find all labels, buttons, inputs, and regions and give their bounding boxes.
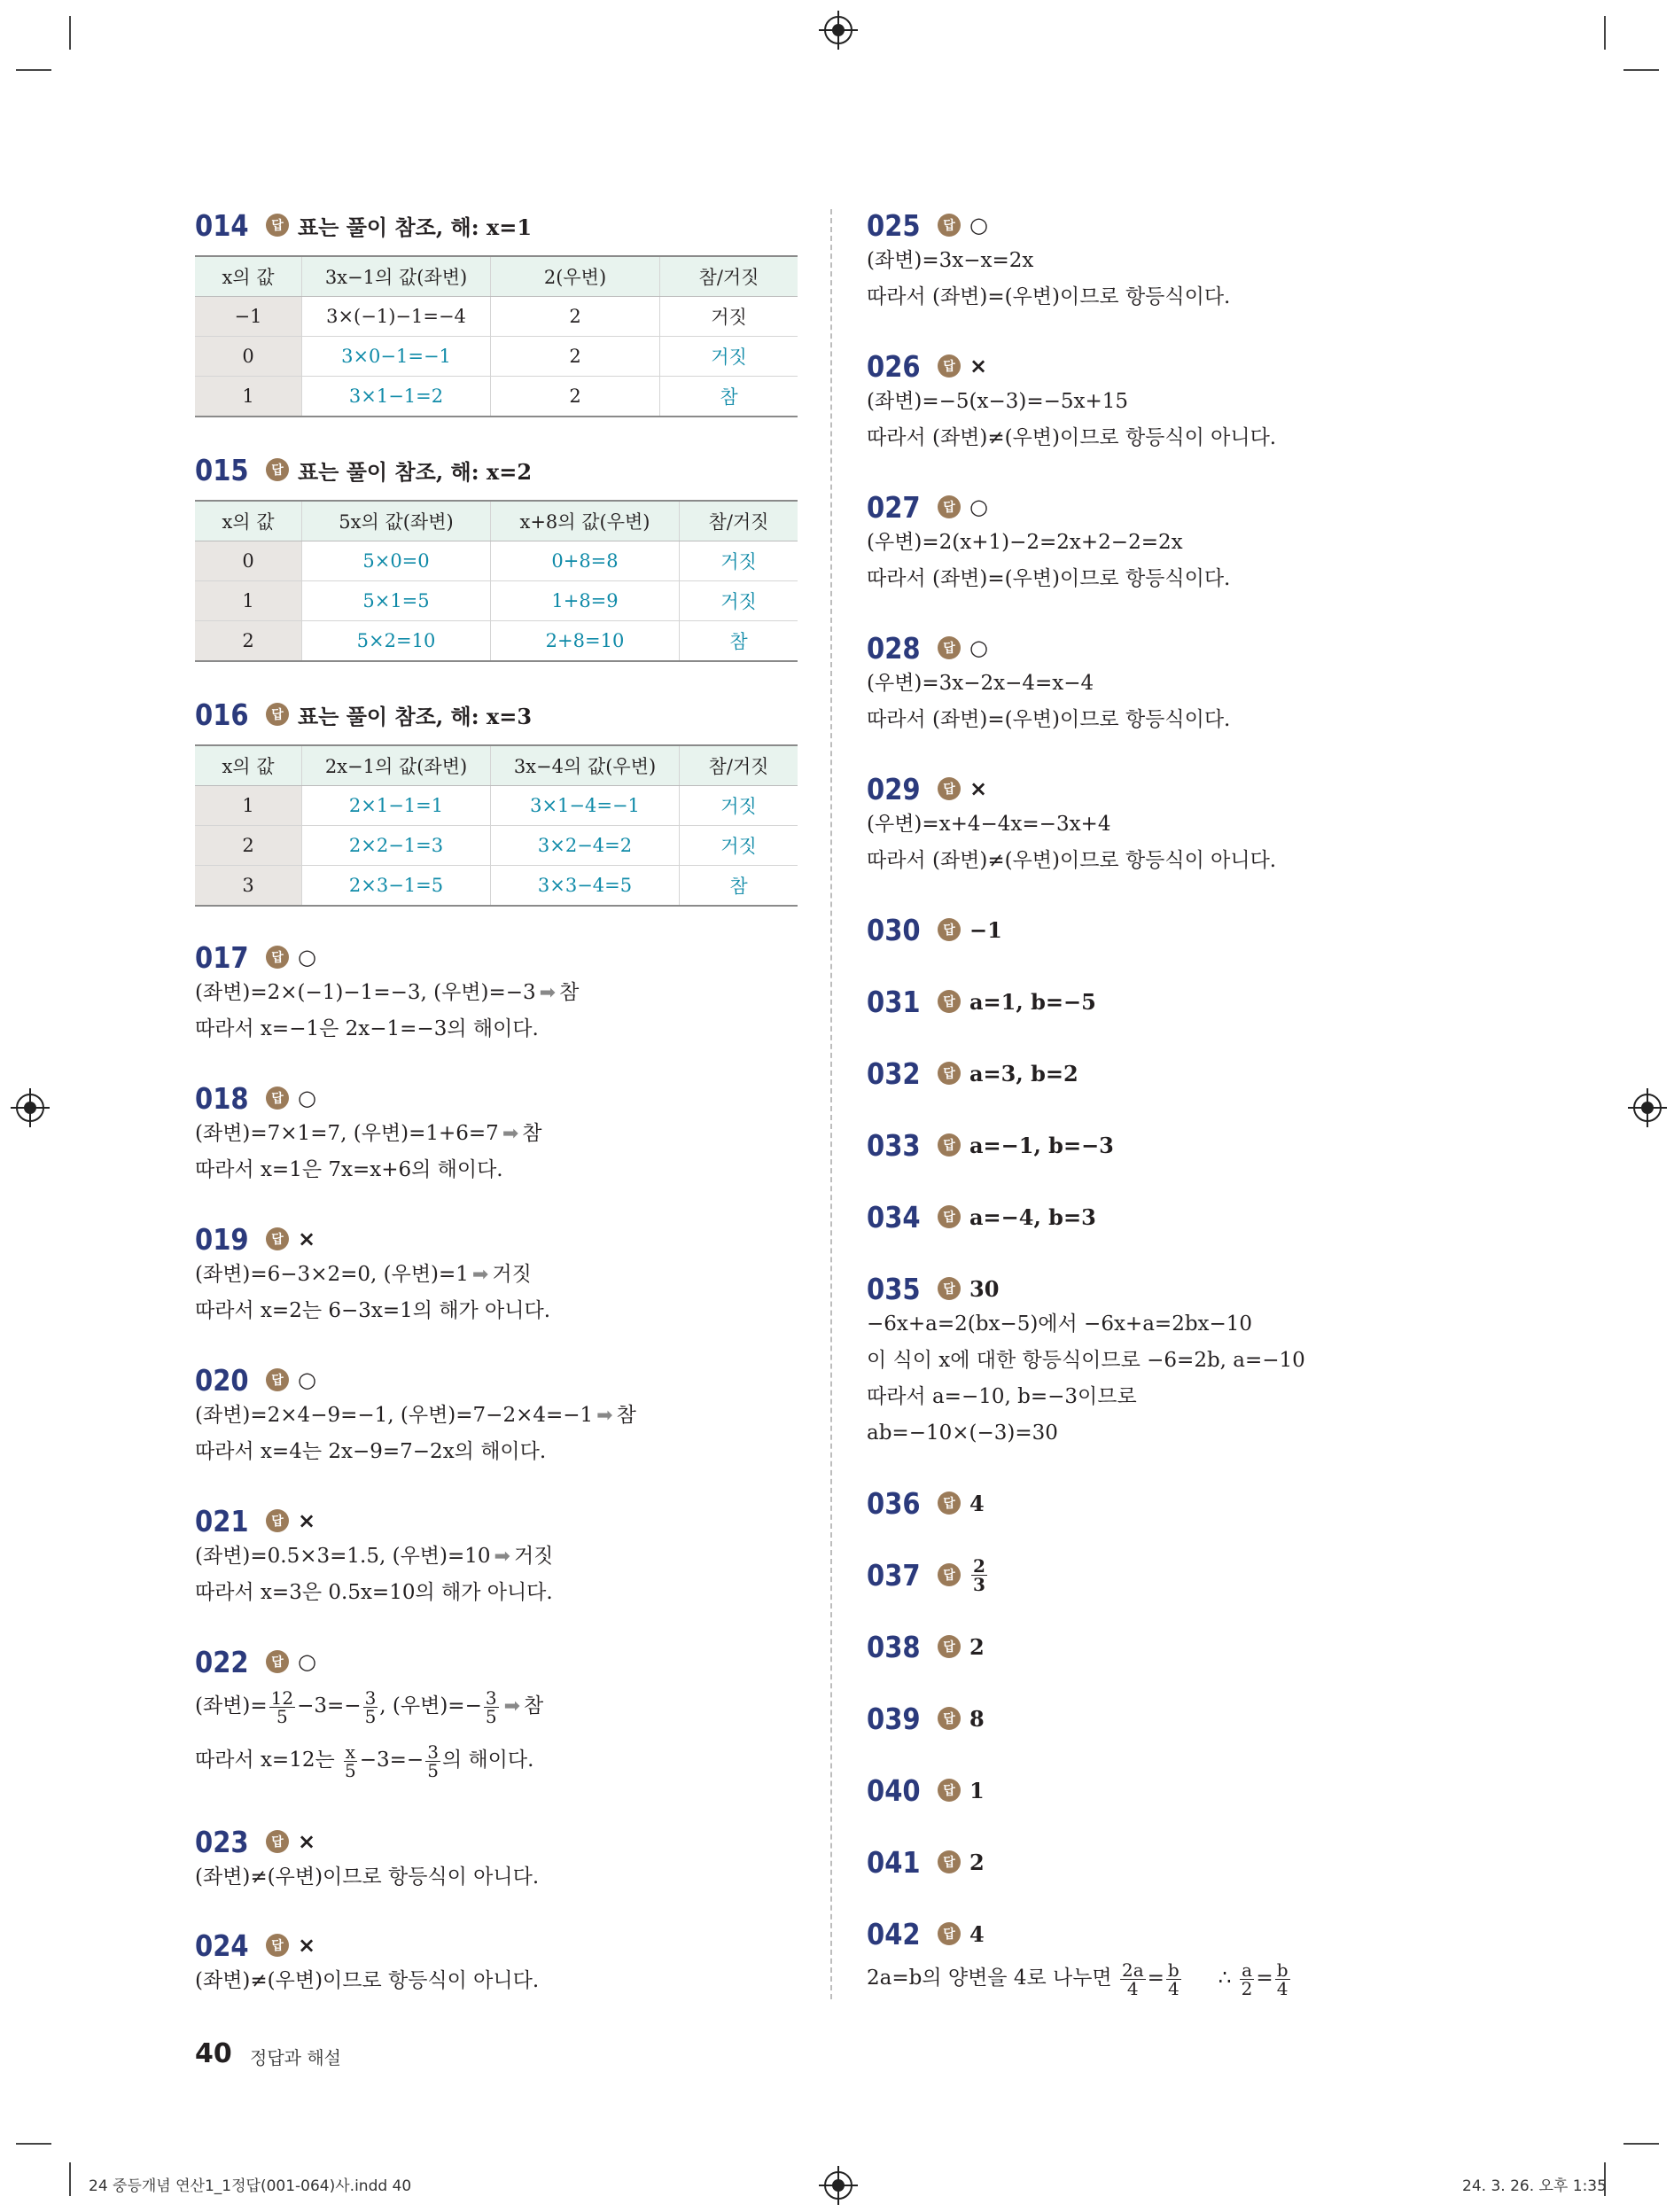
problem-032 bbox=[867, 1055, 1078, 1091]
answer-badge-icon: 답 bbox=[938, 1922, 961, 1945]
answer-badge-icon: 답 bbox=[938, 1635, 961, 1658]
answer-fraction bbox=[971, 1554, 987, 1595]
arrow-right-icon: ➡ bbox=[596, 1405, 613, 1427]
solution-line: (좌변)=−5(x−3)=−5x+15 bbox=[867, 390, 1129, 413]
solution-text: 의 해이다. bbox=[441, 1749, 534, 1772]
answer-badge-icon: 답 bbox=[938, 918, 961, 941]
table-header: 3x−1의 값(좌변) bbox=[302, 256, 491, 297]
solution-line: (우변)=x+4−4x=−3x+4 bbox=[867, 813, 1111, 836]
answer: 4 bbox=[969, 1490, 985, 1516]
problem-number: 039 bbox=[867, 1701, 921, 1736]
numerator: b bbox=[1276, 1959, 1289, 1981]
problem-030 bbox=[867, 912, 1002, 947]
denominator: 4 bbox=[1276, 1977, 1289, 1999]
solution-line bbox=[195, 1733, 543, 1787]
solution-line: (좌변)=3x−x=2x bbox=[867, 249, 1034, 272]
answer: × bbox=[298, 1508, 316, 1533]
problem-036 bbox=[867, 1485, 985, 1521]
table-cell: 3×3−4=5 bbox=[491, 866, 680, 907]
problem-number: 028 bbox=[867, 630, 921, 666]
problem-number: 042 bbox=[867, 1916, 921, 1951]
numerator: 12 bbox=[270, 1686, 294, 1709]
table-cell: 3×1−4=−1 bbox=[491, 786, 680, 826]
problem-number: 015 bbox=[195, 452, 249, 487]
problem-number: 033 bbox=[867, 1127, 921, 1163]
denominator: 3 bbox=[973, 1573, 985, 1595]
answer: 표는 풀이 참조, 해: x=2 bbox=[298, 458, 533, 485]
table-cell: 2×2−1=3 bbox=[302, 826, 491, 866]
numerator: 2a bbox=[1121, 1959, 1144, 1981]
answer-badge-icon: 답 bbox=[938, 1563, 961, 1586]
problem-number: 034 bbox=[867, 1199, 921, 1235]
problem-number: 017 bbox=[195, 939, 249, 975]
crop-mark bbox=[69, 2162, 71, 2196]
problem-033 bbox=[867, 1127, 1114, 1163]
answer: ○ bbox=[298, 1086, 316, 1110]
problem-number: 026 bbox=[867, 348, 921, 384]
problem-021 bbox=[195, 1503, 553, 1611]
table-cell: 거짓 bbox=[660, 297, 798, 337]
fraction bbox=[269, 1686, 295, 1727]
solution-line: 이 식이 x에 대한 항등식이므로 −6=2b, a=−10 bbox=[867, 1349, 1305, 1372]
solution-result: 참 bbox=[559, 981, 580, 1004]
answer-badge-icon: 답 bbox=[266, 1650, 289, 1673]
solution-line: −6x+a=2(bx−5)에서 −6x+a=2bx−10 bbox=[867, 1312, 1253, 1336]
denominator: 5 bbox=[345, 1759, 356, 1781]
problem-number: 016 bbox=[195, 697, 249, 732]
table-cell: 2 bbox=[491, 337, 660, 377]
answer-badge-icon: 답 bbox=[266, 458, 289, 481]
problem-019 bbox=[195, 1221, 550, 1329]
table-cell: 0 bbox=[195, 541, 302, 581]
solution-line bbox=[195, 1538, 553, 1575]
answer-badge-icon: 답 bbox=[938, 495, 961, 518]
problem-039 bbox=[867, 1701, 985, 1736]
answer: ○ bbox=[298, 1649, 316, 1674]
table-row bbox=[195, 866, 798, 907]
problem-034 bbox=[867, 1199, 1096, 1235]
solution-line bbox=[195, 1116, 541, 1152]
value-table bbox=[195, 500, 798, 662]
answer: ○ bbox=[969, 635, 988, 660]
answer: × bbox=[969, 354, 988, 378]
table-cell: 2 bbox=[491, 297, 660, 337]
answer-badge-icon: 답 bbox=[266, 1934, 289, 1957]
answer-badge-icon: 답 bbox=[938, 1779, 961, 1802]
problem-028 bbox=[867, 630, 1230, 738]
solution-line bbox=[195, 975, 579, 1011]
table-cell: 2×3−1=5 bbox=[302, 866, 491, 907]
problem-026 bbox=[867, 348, 1276, 456]
table-cell: 3×2−4=2 bbox=[491, 826, 680, 866]
numerator: 3 bbox=[427, 1741, 439, 1763]
table-header: 참/거짓 bbox=[680, 745, 798, 786]
problem-037 bbox=[867, 1554, 989, 1595]
table-header: x+8의 값(우변) bbox=[491, 501, 680, 541]
answer: ○ bbox=[298, 1367, 316, 1392]
value-table bbox=[195, 255, 798, 417]
crop-mark bbox=[16, 2143, 51, 2145]
table-cell: 2×1−1=1 bbox=[302, 786, 491, 826]
column-divider bbox=[830, 209, 832, 1999]
table-header: 참/거짓 bbox=[680, 501, 798, 541]
problem-number: 027 bbox=[867, 489, 921, 525]
problem-number: 024 bbox=[195, 1928, 249, 1963]
therefore-symbol: ∴ bbox=[1218, 1967, 1238, 1990]
answer-badge-icon: 답 bbox=[266, 946, 289, 969]
solution-result: 참 bbox=[616, 1404, 636, 1427]
arrow-right-icon: ➡ bbox=[494, 1546, 510, 1568]
table-row bbox=[195, 786, 798, 826]
answer: 4 bbox=[969, 1920, 985, 1947]
answer: 표는 풀이 참조, 해: x=1 bbox=[298, 214, 533, 240]
solution-line: (좌변)≠(우변)이므로 항등식이 아니다. bbox=[195, 1969, 540, 1992]
problem-number: 031 bbox=[867, 984, 921, 1019]
table-cell: 0+8=8 bbox=[491, 541, 680, 581]
answer-badge-icon: 답 bbox=[266, 1509, 289, 1532]
problem-number: 035 bbox=[867, 1271, 921, 1306]
table-cell: 참 bbox=[660, 377, 798, 417]
crop-mark bbox=[1623, 2143, 1659, 2145]
answer: × bbox=[969, 776, 988, 801]
solution-result: 거짓 bbox=[492, 1263, 532, 1286]
answer: ○ bbox=[969, 213, 988, 238]
answer: × bbox=[298, 1829, 316, 1854]
date-slug: 24. 3. 26. 오후 1:35 bbox=[1462, 2177, 1607, 2195]
problem-018 bbox=[195, 1080, 541, 1188]
solution-text: (좌변)=2×(−1)−1=−3, (우변)=−3 bbox=[195, 981, 536, 1004]
denominator: 4 bbox=[1167, 1977, 1180, 1999]
numerator: 2 bbox=[973, 1554, 985, 1577]
problem-040 bbox=[867, 1772, 985, 1808]
solution-text: (좌변)=7×1=7, (우변)=1+6=7 bbox=[195, 1122, 499, 1145]
solution-text: (좌변)=2×4−9=−1, (우변)=7−2×4=−1 bbox=[195, 1404, 594, 1427]
answer: × bbox=[298, 1933, 316, 1958]
table-cell: 3×(−1)−1=−4 bbox=[302, 297, 491, 337]
solution-line: 따라서 (좌변)≠(우변)이므로 항등식이 아니다. bbox=[867, 426, 1277, 449]
solution-line: 따라서 a=−10, b=−3이므로 bbox=[867, 1385, 1137, 1408]
solution-line: (우변)=2(x+1)−2=2x+2−2=2x bbox=[867, 531, 1183, 554]
answer-badge-icon: 답 bbox=[266, 1087, 289, 1110]
table-header: 3x−4의 값(우변) bbox=[491, 745, 680, 786]
solution-line: 따라서 x=4는 2x−9=7−2x의 해이다. bbox=[195, 1440, 547, 1463]
table-header: x의 값 bbox=[195, 745, 302, 786]
answer-badge-icon: 답 bbox=[266, 1368, 289, 1391]
denominator: 5 bbox=[364, 1705, 377, 1727]
registration-mark-icon bbox=[824, 2171, 853, 2200]
problem-number: 030 bbox=[867, 912, 921, 947]
solution-result: 거짓 bbox=[513, 1545, 554, 1568]
problem-016 bbox=[195, 697, 798, 907]
table-cell: 거짓 bbox=[680, 826, 798, 866]
solution-line bbox=[867, 1951, 1292, 2005]
numerator: a bbox=[1242, 1959, 1252, 1981]
crop-mark bbox=[16, 69, 51, 71]
value-table bbox=[195, 744, 798, 907]
problem-number: 018 bbox=[195, 1080, 249, 1116]
table-cell: 거짓 bbox=[680, 786, 798, 826]
solution-text: (좌변)=6−3×2=0, (우변)=1 bbox=[195, 1263, 469, 1286]
denominator: 5 bbox=[485, 1705, 497, 1727]
problem-020 bbox=[195, 1362, 636, 1470]
denominator: 2 bbox=[1241, 1977, 1253, 1999]
problem-number: 032 bbox=[867, 1055, 921, 1091]
problem-number: 036 bbox=[867, 1485, 921, 1521]
fraction bbox=[425, 1743, 440, 1780]
solution-text: = bbox=[1147, 1967, 1164, 1990]
solution-line: ab=−10×(−3)=30 bbox=[867, 1421, 1058, 1445]
table-cell: 2+8=10 bbox=[491, 621, 680, 662]
solution-text: 2a=b의 양변을 4로 나누면 bbox=[867, 1967, 1118, 1990]
registration-mark-icon bbox=[1633, 1094, 1662, 1122]
answer-badge-icon: 답 bbox=[938, 777, 961, 800]
page-number: 40 bbox=[195, 2038, 232, 2069]
answer-badge-icon: 답 bbox=[266, 1830, 289, 1853]
problem-number: 023 bbox=[195, 1824, 249, 1859]
solution-result: 참 bbox=[522, 1122, 542, 1145]
table-cell: 1 bbox=[195, 377, 302, 417]
numerator: 3 bbox=[364, 1686, 377, 1709]
problem-035 bbox=[867, 1271, 1305, 1452]
solution-line: 따라서 x=2는 6−3x=1의 해가 아니다. bbox=[195, 1299, 551, 1322]
table-cell: 2 bbox=[195, 826, 302, 866]
numerator: 3 bbox=[485, 1686, 497, 1709]
problem-number: 038 bbox=[867, 1629, 921, 1664]
fraction bbox=[1240, 1961, 1255, 1998]
table-cell: 5×0=0 bbox=[302, 541, 491, 581]
solution-text: −3=− bbox=[297, 1694, 362, 1717]
answer: a=1, b=−5 bbox=[969, 988, 1096, 1015]
table-cell: 거짓 bbox=[680, 581, 798, 621]
answer: a=3, b=2 bbox=[969, 1060, 1078, 1087]
solution-line: 따라서 (좌변)=(우변)이므로 항등식이다. bbox=[867, 567, 1231, 590]
fraction bbox=[1275, 1961, 1290, 1998]
answer-badge-icon: 답 bbox=[938, 1707, 961, 1730]
answer-badge-icon: 답 bbox=[938, 214, 961, 237]
problem-022 bbox=[195, 1644, 543, 1787]
table-row bbox=[195, 581, 798, 621]
numerator: x bbox=[345, 1741, 356, 1763]
table-cell: 3×0−1=−1 bbox=[302, 337, 491, 377]
problem-number: 040 bbox=[867, 1772, 921, 1808]
answer-badge-icon: 답 bbox=[938, 1205, 961, 1228]
table-cell: 0 bbox=[195, 337, 302, 377]
table-cell: 2 bbox=[195, 621, 302, 662]
problem-014 bbox=[195, 207, 798, 417]
arrow-right-icon: ➡ bbox=[502, 1123, 519, 1145]
problem-024 bbox=[195, 1928, 539, 1999]
problem-number: 014 bbox=[195, 207, 249, 243]
denominator: 5 bbox=[427, 1759, 439, 1781]
fraction bbox=[484, 1686, 499, 1727]
table-header: 5x의 값(좌변) bbox=[302, 501, 491, 541]
problem-number: 019 bbox=[195, 1221, 249, 1257]
solution-line bbox=[195, 1257, 550, 1293]
denominator: 5 bbox=[276, 1705, 288, 1727]
solution-text: −3=− bbox=[359, 1749, 424, 1772]
table-cell: 5×2=10 bbox=[302, 621, 491, 662]
problem-025 bbox=[867, 207, 1230, 315]
table-cell: 참 bbox=[680, 866, 798, 907]
arrow-right-icon: ➡ bbox=[539, 982, 557, 1004]
numerator: b bbox=[1167, 1959, 1180, 1981]
crop-mark bbox=[1623, 69, 1659, 71]
table-row bbox=[195, 541, 798, 581]
crop-mark bbox=[69, 16, 71, 50]
registration-mark-icon bbox=[16, 1094, 44, 1122]
solution-line: (우변)=3x−2x−4=x−4 bbox=[867, 672, 1094, 695]
answer: 표는 풀이 참조, 해: x=3 bbox=[298, 703, 533, 729]
arrow-right-icon: ➡ bbox=[503, 1695, 521, 1717]
problem-number: 022 bbox=[195, 1644, 249, 1679]
solution-text: (좌변)= bbox=[195, 1694, 268, 1717]
solution-line: 따라서 (좌변)=(우변)이므로 항등식이다. bbox=[867, 708, 1231, 731]
solution-line bbox=[195, 1398, 636, 1434]
table-row bbox=[195, 826, 798, 866]
solution-result: 참 bbox=[524, 1694, 544, 1717]
table-cell: 1+8=9 bbox=[491, 581, 680, 621]
table-cell: 참 bbox=[680, 621, 798, 662]
answer-badge-icon: 답 bbox=[938, 990, 961, 1013]
answer-badge-icon: 답 bbox=[266, 703, 289, 726]
answer: ○ bbox=[969, 495, 988, 519]
solution-line: 따라서 x=3은 0.5x=10의 해가 아니다. bbox=[195, 1581, 553, 1604]
problem-031 bbox=[867, 984, 1096, 1019]
fraction bbox=[1166, 1961, 1181, 1998]
table-cell: 3 bbox=[195, 866, 302, 907]
table-cell: 거짓 bbox=[680, 541, 798, 581]
answer-badge-icon: 답 bbox=[938, 1492, 961, 1515]
crop-mark bbox=[1604, 16, 1606, 50]
answer-badge-icon: 답 bbox=[938, 636, 961, 659]
problem-029 bbox=[867, 771, 1276, 879]
answer-badge-icon: 답 bbox=[938, 1277, 961, 1300]
denominator: 4 bbox=[1126, 1977, 1139, 1999]
section-title: 정답과 해설 bbox=[250, 2047, 341, 2068]
answer: × bbox=[298, 1227, 316, 1251]
answer: ○ bbox=[298, 945, 316, 970]
answer: a=−1, b=−3 bbox=[969, 1132, 1114, 1158]
answer: 2 bbox=[969, 1633, 985, 1660]
table-header: x의 값 bbox=[195, 256, 302, 297]
table-header: x의 값 bbox=[195, 501, 302, 541]
answer: 2 bbox=[969, 1849, 985, 1875]
solution-text: , (우변)=− bbox=[379, 1694, 482, 1717]
problem-number: 041 bbox=[867, 1844, 921, 1880]
fraction bbox=[343, 1743, 358, 1780]
answer-badge-icon: 답 bbox=[938, 1133, 961, 1157]
answer-badge-icon: 답 bbox=[938, 354, 961, 378]
answer: a=−4, b=3 bbox=[969, 1203, 1096, 1230]
solution-text: = bbox=[1256, 1967, 1273, 1990]
solution-text: (좌변)=0.5×3=1.5, (우변)=10 bbox=[195, 1545, 491, 1568]
table-cell: 1 bbox=[195, 786, 302, 826]
problem-015 bbox=[195, 452, 798, 662]
problem-number: 021 bbox=[195, 1503, 249, 1538]
fraction bbox=[1120, 1961, 1146, 1998]
arrow-right-icon: ➡ bbox=[471, 1264, 489, 1286]
answer-badge-icon: 답 bbox=[266, 1227, 289, 1250]
problem-number: 029 bbox=[867, 771, 921, 806]
table-row bbox=[195, 377, 798, 417]
answer-badge-icon: 답 bbox=[938, 1850, 961, 1873]
table-row bbox=[195, 297, 798, 337]
table-cell: 2 bbox=[491, 377, 660, 417]
table-cell: 1 bbox=[195, 581, 302, 621]
table-cell: −1 bbox=[195, 297, 302, 337]
answer: 1 bbox=[969, 1777, 985, 1803]
answer: 8 bbox=[969, 1705, 985, 1732]
fraction bbox=[363, 1686, 378, 1727]
solution-line: 따라서 x=1은 7x=x+6의 해이다. bbox=[195, 1158, 503, 1181]
table-cell: 거짓 bbox=[660, 337, 798, 377]
answer-badge-icon: 답 bbox=[266, 214, 289, 237]
answer-badge-icon: 답 bbox=[938, 1062, 961, 1085]
solution-line: 따라서 (좌변)≠(우변)이므로 항등식이 아니다. bbox=[867, 849, 1277, 872]
problem-017 bbox=[195, 939, 579, 1048]
answer: 30 bbox=[969, 1275, 1000, 1302]
answer: −1 bbox=[969, 916, 1002, 943]
solution-line: (좌변)≠(우변)이므로 항등식이 아니다. bbox=[195, 1865, 540, 1889]
solution-line: 따라서 x=−1은 2x−1=−3의 해이다. bbox=[195, 1017, 539, 1040]
table-row bbox=[195, 621, 798, 662]
problem-041 bbox=[867, 1844, 985, 1880]
table-row bbox=[195, 337, 798, 377]
problem-042 bbox=[867, 1916, 1292, 2005]
problem-023 bbox=[195, 1824, 539, 1896]
solution-line: 따라서 (좌변)=(우변)이므로 항등식이다. bbox=[867, 285, 1231, 308]
table-cell: 3×1−1=2 bbox=[302, 377, 491, 417]
solution-text: 따라서 x=12는 bbox=[195, 1749, 342, 1772]
problem-number: 025 bbox=[867, 207, 921, 243]
problem-number: 037 bbox=[867, 1557, 921, 1593]
problem-027 bbox=[867, 489, 1230, 597]
table-header: 2(우변) bbox=[491, 256, 660, 297]
table-header: 2x−1의 값(좌변) bbox=[302, 745, 491, 786]
problem-number: 020 bbox=[195, 1362, 249, 1398]
registration-mark-icon bbox=[824, 16, 853, 44]
table-header: 참/거짓 bbox=[660, 256, 798, 297]
problem-038 bbox=[867, 1629, 985, 1664]
table-cell: 5×1=5 bbox=[302, 581, 491, 621]
file-slug: 24 중등개념 연산1_1정답(001-064)사.indd 40 bbox=[89, 2177, 412, 2195]
solution-line bbox=[195, 1679, 543, 1733]
